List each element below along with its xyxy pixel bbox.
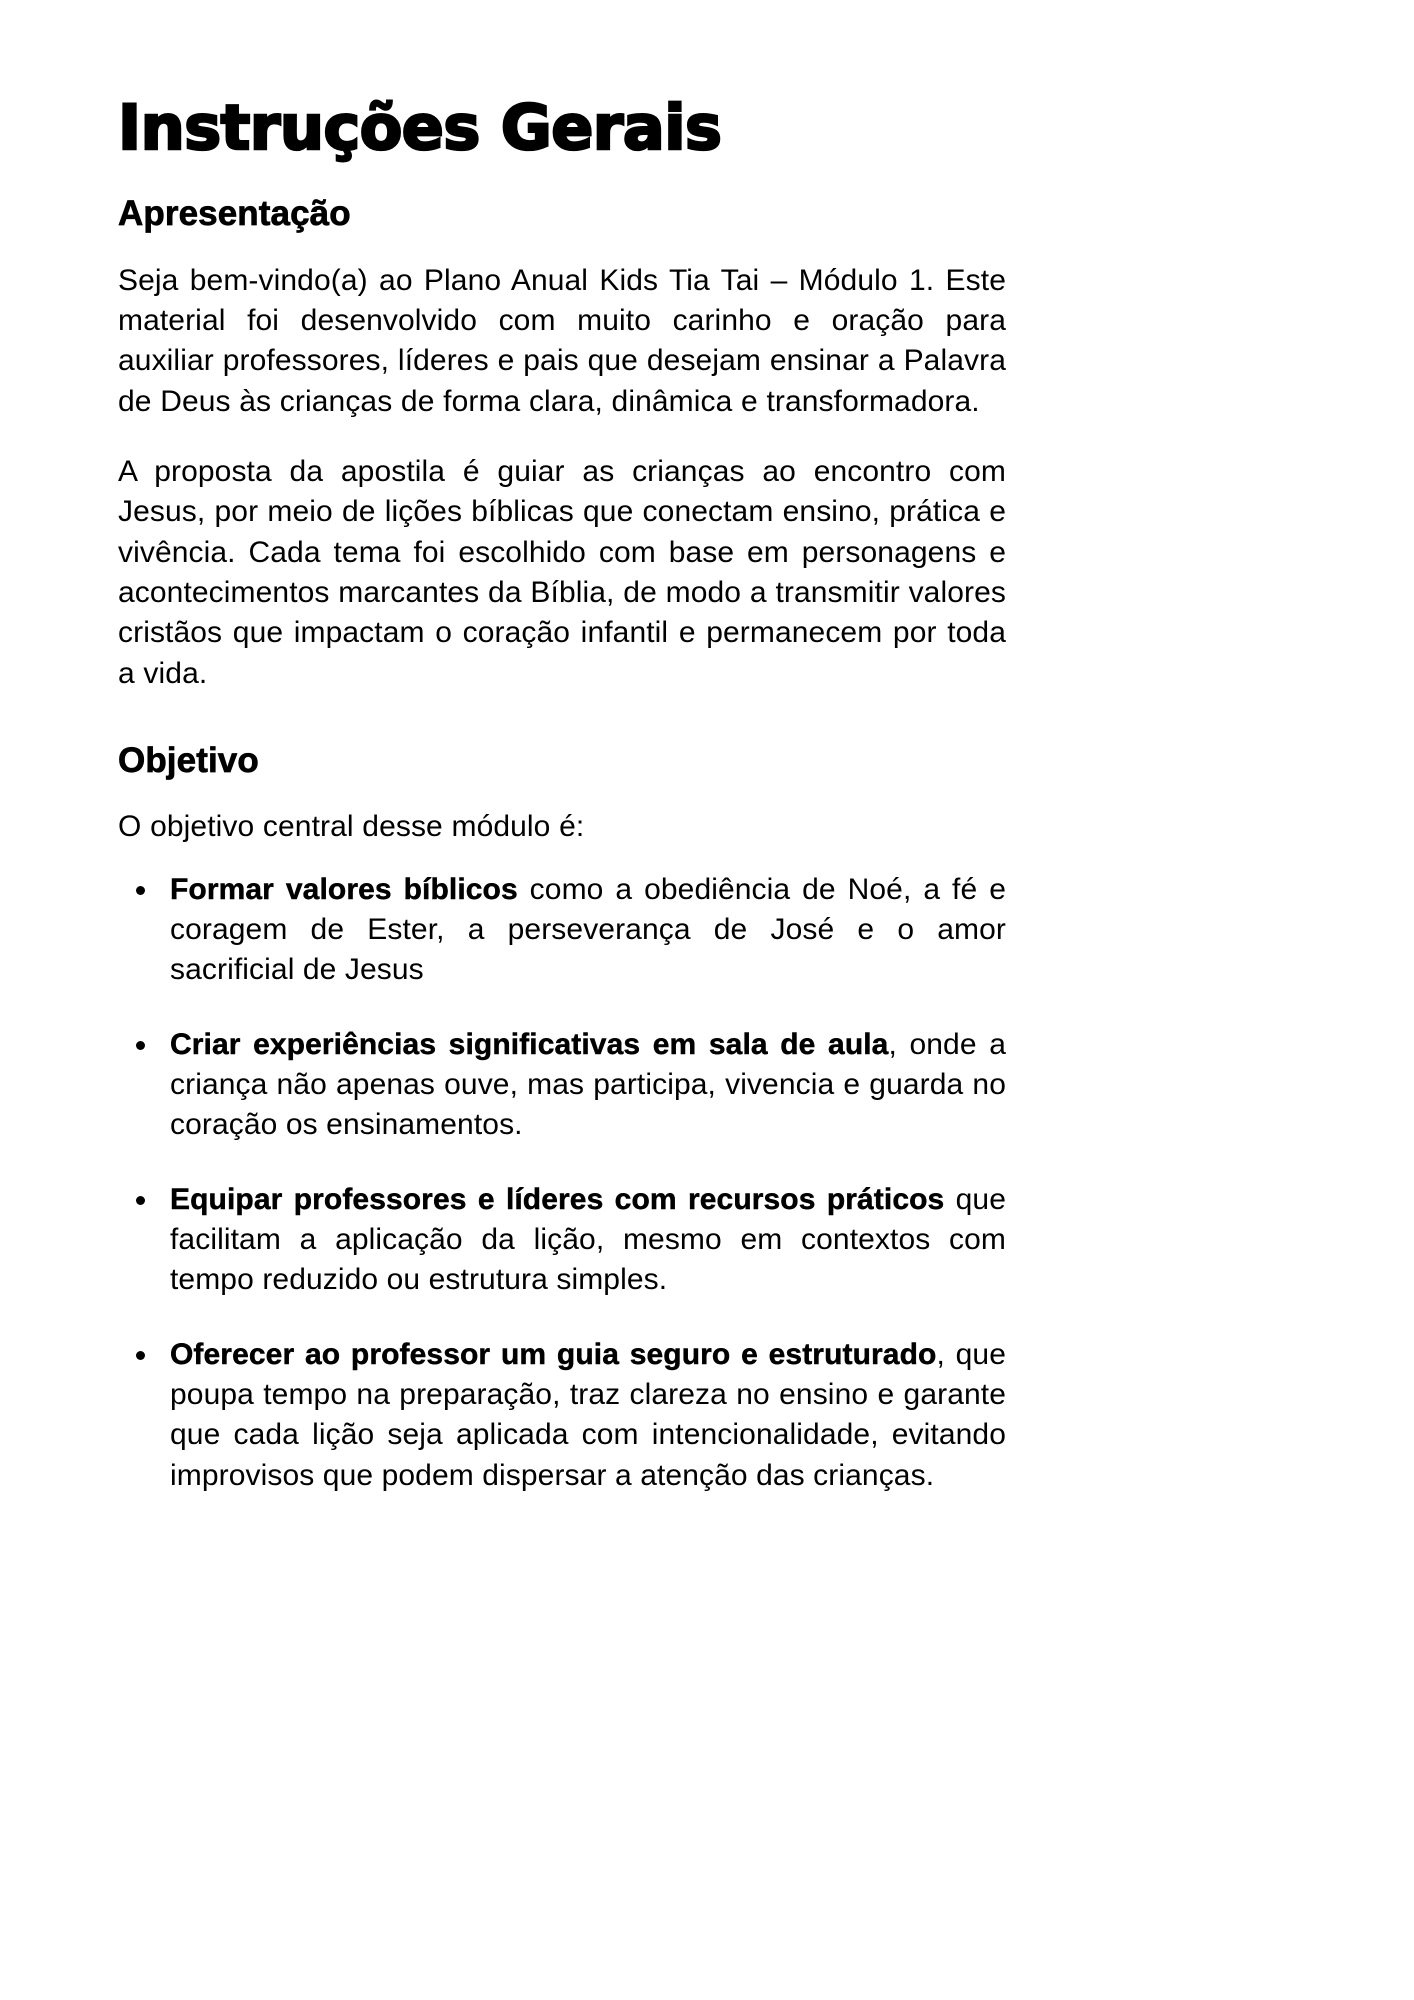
- list-item-text: [170, 873, 1006, 987]
- bullet-icon: [136, 886, 145, 895]
- section-heading-objetivo: Objetivo: [118, 740, 259, 780]
- list-item-rest: que facilitam a aplicação da lição, mesmo em contextos com tempo reduzido ou estrutura simples.: [170, 1182, 1006, 1297]
- list-item-emphasis: Oferecer ao professor um guia seguro e estruturado: [170, 1337, 937, 1371]
- list-item-text: [170, 1028, 1006, 1142]
- list-item-rest: , que poupa tempo na preparação, traz clareza no ensino e garante que cada lição seja aplicada com intencionalidade, evitando improvisos que podem dispersar a atenção das crianças.: [170, 1337, 1006, 1492]
- document-content: [118, 91, 1006, 1496]
- page-title: Instruções Gerais: [118, 91, 722, 164]
- list-item: [118, 1025, 1006, 1146]
- objective-lead-in: O objetivo central desse módulo é:: [118, 810, 585, 844]
- list-item-text: [170, 1183, 1006, 1297]
- list-item: [118, 870, 1006, 991]
- list-item-emphasis: Equipar professores e líderes com recursos práticos: [170, 1182, 945, 1216]
- section-objetivo: [118, 740, 1006, 1496]
- bullet-icon: [136, 1041, 145, 1050]
- list-item-emphasis: Criar experiências significativas em sala de aula: [170, 1027, 889, 1061]
- section-apresentacao: [118, 193, 1006, 694]
- list-item: [118, 1335, 1006, 1496]
- section-heading-apresentacao: Apresentação: [118, 194, 351, 234]
- list-item-rest: como a obediência de Noé, a fé e coragem de Ester, a perseverança de José e o amor sacrificial de Jesus: [170, 872, 1006, 987]
- bullet-icon: [136, 1351, 145, 1360]
- list-item-emphasis: Formar valores bíblicos: [170, 872, 518, 906]
- paragraph: A proposta da apostila é guiar as crianças ao encontro com Jesus, por meio de lições bíblicas que conectam ensino, prática e vivência. Cada tema foi escolhido com base em personagens e acontecimentos marcantes da Bíblia, de modo a transmitir valores cristãos que impactam o coração infantil e permanecem por toda a vida.: [118, 454, 1006, 690]
- list-item: [118, 1180, 1006, 1301]
- objective-list: [118, 870, 1006, 1496]
- paragraph: Seja bem-vindo(a) ao Plano Anual Kids Tia Tai – Módulo 1. Este material foi desenvolvido com muito carinho e oração para auxiliar professores, líderes e pais que desejam ensinar a Palavra de Deus às crianças de forma clara, dinâmica e transformadora.: [118, 263, 1006, 418]
- bullet-icon: [136, 1196, 145, 1205]
- list-item-rest: , onde a criança não apenas ouve, mas participa, vivencia e guarda no coração os ensinamentos.: [170, 1027, 1006, 1142]
- list-item-text: [170, 1338, 1006, 1492]
